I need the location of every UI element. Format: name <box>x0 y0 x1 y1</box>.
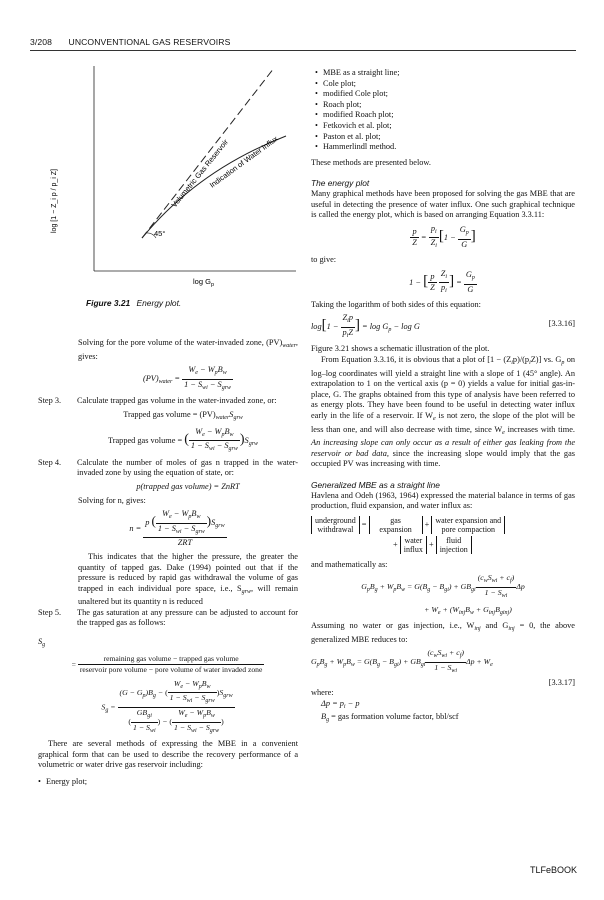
sg-denominator: reservoir pore volume − pore volume of water invaded zone <box>79 665 263 675</box>
para-pore-volume <box>38 338 298 362</box>
p1-text: Solving for the pore volume of the water-invaded zone, (PV) <box>78 338 283 347</box>
from-eq-6: increases with time. <box>504 424 575 434</box>
assuming-1: Assuming no water or gas injection, i.e., W <box>311 621 475 631</box>
eq-3317-number: [3.3.17] <box>548 677 575 687</box>
bg-text: = gas formation volume factor, bbl/scf <box>329 712 459 722</box>
method-list-item: • Cole plot; <box>315 79 575 90</box>
footer-watermark: TLFeBOOK <box>529 865 577 875</box>
left-column <box>38 338 298 788</box>
caption-text: Energy plot. <box>136 298 182 308</box>
tgv2-text: Trapped gas volume = <box>107 435 183 445</box>
page-number: 3/208 <box>30 37 53 47</box>
p1-sub: water <box>282 343 296 349</box>
caption-number: Figure 3.21 <box>86 298 131 308</box>
step-3 <box>38 396 298 407</box>
method-list-item: • MBE as a straight line; <box>315 68 575 79</box>
method-list-item: • Fetkovich et al. plot; <box>315 121 575 132</box>
where: where: <box>311 688 334 698</box>
method-list <box>311 68 575 153</box>
section-generalized-mbe: Generalized MBE as a straight line <box>311 480 440 490</box>
box3a: water expansion and <box>435 515 502 525</box>
eq-trapped-1: Trapped gas volume = $(PV)_{water}S_{grw}$ <box>123 409 243 421</box>
para-several: There are several methods of expressing the MBE in a convenient graphical form that can be used to describe the recovery performance of a volumetric or water drive gas reservoir including: <box>38 739 298 770</box>
solving-n: Solving for n, gives: <box>78 495 146 505</box>
eq-pv-water: $(PV)_{water}$ = $\frac{W_e - W_pB_w}{1 - S_{wi} - S_{grw}}$ <box>38 365 298 393</box>
header-rule <box>30 50 576 51</box>
box1b: withdrawal <box>317 524 354 534</box>
eq-rearranged: 1 − [ $\frac{p}{Z}$ $\frac{Z_i}{p_i}$ ] = $\frac{G_p}{G}$ <box>311 269 575 297</box>
running-title: UNCONVENTIONAL GAS RESERVOIRS <box>68 37 231 47</box>
step3-label: Step 3. <box>38 396 62 406</box>
right-column <box>311 68 575 726</box>
y-axis-label: log [1 − Z_i p / p_i Z] <box>51 168 58 233</box>
angle-label: 45° <box>154 229 166 238</box>
box5b: injection <box>439 544 468 554</box>
method-list-item: • Roach plot; <box>315 100 575 111</box>
sg-numerator: remaining gas volume − trapped gas volume <box>103 653 239 663</box>
from-eq-3: Z)] vs. G <box>530 355 562 365</box>
box4a: water <box>404 535 423 545</box>
presented: These methods are presented below. <box>311 157 431 167</box>
para-energy: Many graphical methods have been proposed for solving the gas MBE that are useful in detecting the presence of water influx. One such graphical technique is called the energy plot, which is based on arranging Equation 3.3.11: <box>311 188 575 220</box>
x-axis-label-main: log G <box>193 277 211 286</box>
box4b: influx <box>403 544 423 554</box>
step5-label: Step 5. <box>38 607 62 617</box>
eq-generalized-mbe: $G_pB_g + W_pB_w = G(B_g - B_{gi}) + GB_{gi}$ $\frac{(c_wS_{wi} + c_f)}{1 - S_{wi}}$ Δp <box>311 573 575 601</box>
from-eq-4: on log–log coordinates will yield a straight line with a slope of 1 (45° angle). An extrapolation to 1 on the vertical axis (p = 0) yields a value for initial gas-in-place, G. The graphs obtained from this type of analysis have been referred to as energy plots. They have been found to be useful in detecting water influx early in the life of a reservoir. If W <box>311 355 575 421</box>
eq-3311: $\frac{p}{Z}$ = $\frac{p_i}{Z_i}$ [1 − $\frac{G_p}{G}$ ] <box>311 224 575 252</box>
assuming-2: and G <box>480 621 509 631</box>
eq-sg-full: $S_g$ = $(G - G_p)B_g$ − ( $\frac{W_e - W_pB_w}{1 - S_{wi} - S_{grw}}$ )$S_{grw}$ ( $\frac{GB_{gi}}{1 - S_{wi}}$ ) − ( $\frac{W_e - W_pB_w}{1 - S_{wi} - S_{grw}}$ ) <box>38 679 298 736</box>
def-bg: $B_g$ = gas formation volume factor, bbl/scf <box>321 712 459 724</box>
from-eq-italic: An increasing slope can only occur as a result of either gas leaking from the reservoir or bad data, <box>311 438 575 458</box>
step-5 <box>38 608 298 629</box>
energy-plot <box>38 58 300 288</box>
indicates-text: This indicates that the higher the pressure, the greater the quantity of tapped gas. Dake (1994) pointed out that if the pressure is reduced by rapid gas withdrawal the volume of gas trapped in each individual pore space, i.e., S <box>78 551 298 593</box>
fig-ref: Figure 3.21 shows a schematic illustration of the plot. <box>311 344 490 354</box>
p1-end: , gives: <box>78 338 298 361</box>
eq-trapped-2: Trapped gas volume = ( $\frac{W_e - W_pB_w}{1 - S_{wi} - S_{grw}}$ )$S_{grw}$ <box>38 427 298 455</box>
box-underground <box>311 516 360 534</box>
box-water-influx <box>400 536 427 554</box>
eq-generalized-mbe-2: + $W_e + (W_{inj}B_w + G_{inj}B_{ginj})$ <box>424 604 512 616</box>
box-gas-expansion <box>369 516 423 534</box>
method-list-item: • modified Cole plot; <box>315 89 575 100</box>
x-axis-label <box>193 277 214 288</box>
box5a: fluid <box>446 535 462 545</box>
from-eq-2: p)/(p <box>512 355 530 365</box>
figure-3-21 <box>38 58 300 298</box>
box3b: pore compaction <box>441 524 496 534</box>
section-energy-plot: The energy plot <box>311 178 370 189</box>
eq-sg-words: = $\frac{\text{remaining gas volume − trapped gas volume}}{\text{reservoir pore volume − pore volume of water invaded zone}}$ <box>71 653 263 675</box>
step4-label: Step 4. <box>38 457 62 467</box>
step4-text: Calculate the number of moles of gas n trapped in the water-invaded zone by using the equation of state, or: <box>77 457 298 478</box>
mbe-word-eq-1: underground withdrawal = gas expansion + water expansion and pore compaction <box>311 516 575 534</box>
bg-symbol: B <box>321 712 327 722</box>
eq-3317: $G_pB_g + W_pB_w = G(B_g - B_{gi}) + GB_{gi}$ $\frac{(c_wS_{wi} + c_f)}{1 - S_{wi}}$ $\Delta p + W_e$ <box>311 648 575 676</box>
box2b: expansion <box>379 524 412 534</box>
figure-caption <box>86 298 181 308</box>
to-give: to give: <box>311 254 337 264</box>
from-eq-5: is not zero, the slope of the plot will be less than one, and will also decrease with time, since W <box>311 411 575 434</box>
box-fluid-injection <box>436 536 472 554</box>
math-intro: and mathematically as: <box>311 559 388 569</box>
box1a: underground <box>315 515 356 525</box>
indicates-end: , will remain unaltered but its quantity n is reduced <box>78 583 298 607</box>
sg-label: $S_g$ <box>38 637 46 649</box>
def-dp: $\Delta p = p_i - p$ <box>321 698 360 710</box>
mbe-word-eq-2: + water influx + fluid injection <box>393 536 575 554</box>
eq-state: p(trapped gas volume) = ZnRT <box>136 481 240 491</box>
step5-text: The gas saturation at any pressure can be adjusted to account for the trapped gas as follows: <box>77 607 298 628</box>
assuming-3: = 0, the above generalized MBE reduces to: <box>311 621 575 644</box>
method-list-item: • modified Roach plot; <box>315 110 575 121</box>
from-eq-7: since the increasing slope would imply that the gas occupied PV was increasing with time. <box>311 448 575 469</box>
eq-3316: log[1 − $\frac{Z_ip}{p_iZ}$ ] = $\log G_p - \log G$ [3.3.16] <box>311 313 575 341</box>
bullet-energy: • Energy plot; <box>38 777 298 788</box>
para-indicates: This indicates that the higher the pressure, the greater the quantity of tapped gas. Dake (1994) pointed out that if the pressure is reduced by rapid gas withdrawal the volume of gas trapped in each individual pore space, i.e., $S_{grw}$, will remain unaltered but its quantity n is reduced <box>78 551 298 607</box>
box2a: gas <box>390 515 401 525</box>
taking-log: Taking the logarithm of both sides of this equation: <box>311 299 481 309</box>
from-eq-1: From Equation 3.3.16, it is obvious that a plot of [1 − (Z <box>321 355 512 365</box>
x-axis-label-sub: p <box>210 282 214 288</box>
eq-3316-number: [3.3.16] <box>548 319 575 329</box>
line1-label: Volumetric Gas Reservoir <box>169 137 231 210</box>
step-4 <box>38 458 298 479</box>
line2-label: Indication of Water Influx <box>207 133 280 190</box>
method-list-item: • Hammerlindl method. <box>315 142 575 153</box>
para-from-eq: From Equation 3.3.16, it is obvious that a plot of $[1 - (Z_ip)/(p_iZ)]$ vs. $G_p$ on log–log coordinates will yield a straight line with a slope of 1 (45° angle). An extrapolation to 1 on the vertical axis (p = 0) yields a value for initial gas-in-place, G. The graphs obtained from this type of analysis have been referred to as energy plots. They have been found to be useful in detecting water influx early in the life of a reservoir. If $W_e$ is not zero, the slope of the plot will be less than one, and will also decrease with time, since $W_e$ increases with time. An increasing slope can only occur as a result of either gas leaking from the reservoir or bad data, since the increasing slope would imply that the gas occupied PV was increasing with time. <box>311 355 575 469</box>
dp-text: Δp = p <box>321 698 344 708</box>
para-assuming: Assuming no water or gas injection, i.e., $W_{inj}$ and $G_{inj} = 0$, the above generalized MBE reduces to: <box>311 621 575 644</box>
eq-n: n = p ( $\frac{W_e - W_pB_w}{1 - S_{wi} - S_{grw}}$ )$S_{grw}$ ZRT <box>129 509 225 548</box>
para-havlena: Havlena and Odeh (1963, 1964) expressed the material balance in terms of gas production, fluid expansion, and water influx as: <box>311 490 575 511</box>
page-header <box>30 37 244 47</box>
tgv1-text: Trapped gas volume = (PV) <box>123 409 216 419</box>
box-water-expansion <box>431 516 505 534</box>
method-list-item: • Paston et al. plot; <box>315 132 575 143</box>
step3-text: Calculate trapped gas volume in the water-invaded zone, or: <box>77 396 277 406</box>
